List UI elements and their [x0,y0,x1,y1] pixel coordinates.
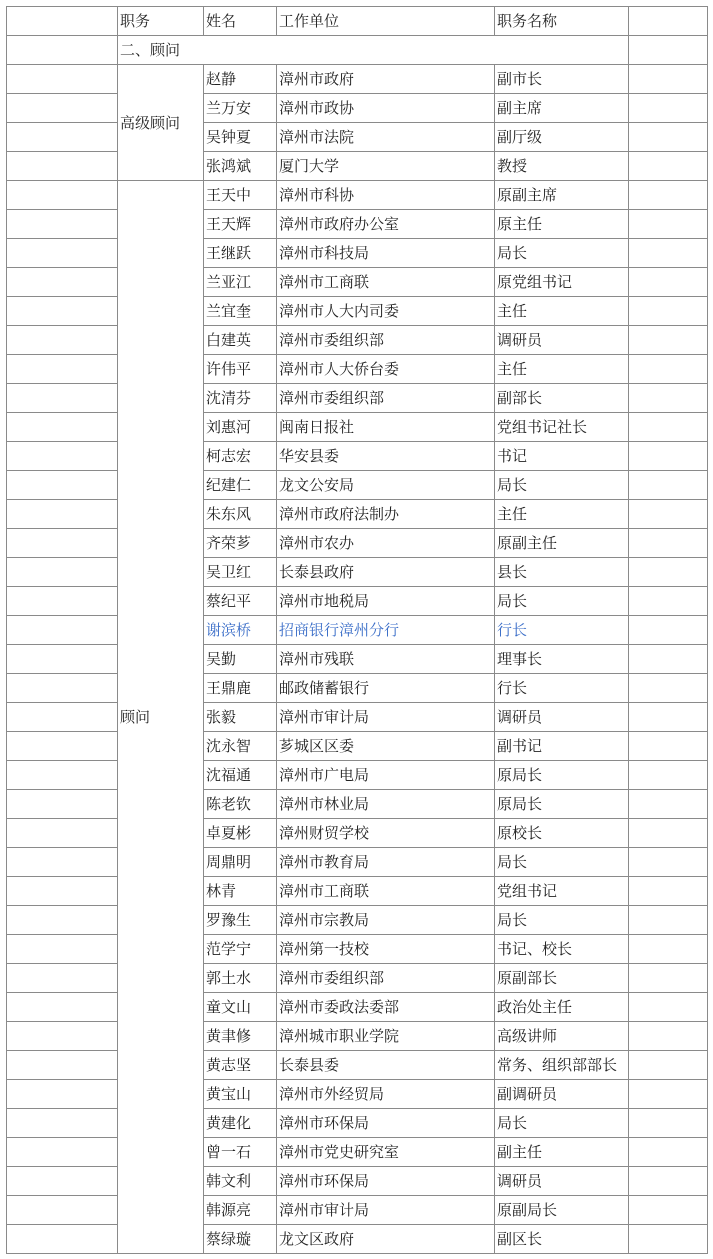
work-unit: 漳州市教育局 [277,848,495,877]
blank-cell [7,268,118,297]
blank-cell [629,181,708,210]
position-title: 副主席 [495,94,629,123]
person-name: 兰宜奎 [204,297,277,326]
blank-cell [7,94,118,123]
position-title: 局长 [495,906,629,935]
blank-cell [7,529,118,558]
blank-cell [629,442,708,471]
person-name: 王天中 [204,181,277,210]
table-row [7,326,708,355]
work-unit: 漳州市残联 [277,645,495,674]
blank-cell [629,616,708,645]
table-row [7,993,708,1022]
person-name: 周鼎明 [204,848,277,877]
work-unit: 漳州市委组织部 [277,326,495,355]
blank-cell [7,703,118,732]
blank-cell [629,152,708,181]
blank-cell [629,529,708,558]
blank-cell [629,558,708,587]
position-title: 副书记 [495,732,629,761]
table-row [7,181,708,210]
table-row [7,761,708,790]
blank-cell [629,819,708,848]
position-title: 政治处主任 [495,993,629,1022]
person-name: 陈老钦 [204,790,277,819]
work-unit: 漳州财贸学校 [277,819,495,848]
position-title: 局长 [495,1109,629,1138]
blank-cell [629,36,708,65]
person-name: 沈福通 [204,761,277,790]
position-title: 原党组书记 [495,268,629,297]
blank-cell [7,906,118,935]
table-row [7,210,708,239]
blank-cell [7,732,118,761]
position-title: 原主任 [495,210,629,239]
header-row [7,7,708,36]
blank-cell [7,761,118,790]
table-row [7,1051,708,1080]
work-unit: 漳州市党史研究室 [277,1138,495,1167]
blank-cell [629,732,708,761]
position-title: 局长 [495,587,629,616]
blank-cell [629,645,708,674]
work-unit: 漳州市审计局 [277,1196,495,1225]
person-name: 张鸿斌 [204,152,277,181]
blank-cell [7,993,118,1022]
blank-cell [7,326,118,355]
position-title: 常务、组织部部长 [495,1051,629,1080]
table-row [7,1225,708,1254]
table-row [7,1022,708,1051]
work-unit: 长泰县委 [277,1051,495,1080]
position-title: 原局长 [495,761,629,790]
blank-cell [629,7,708,36]
blank-cell [629,935,708,964]
blank-cell [629,906,708,935]
table-row [7,1109,708,1138]
person-name: 郭土水 [204,964,277,993]
work-unit: 漳州市工商联 [277,877,495,906]
blank-cell [629,761,708,790]
header-name: 姓名 [204,7,277,36]
blank-cell [7,1138,118,1167]
work-unit: 长泰县政府 [277,558,495,587]
blank-cell [7,1196,118,1225]
section-row [7,36,708,65]
table-row [7,1167,708,1196]
table-row [7,906,708,935]
position-title: 调研员 [495,1167,629,1196]
position-title: 党组书记 [495,877,629,906]
header-role: 职务 [118,7,204,36]
table-row [7,123,708,152]
work-unit: 漳州城市职业学院 [277,1022,495,1051]
work-unit: 华安县委 [277,442,495,471]
blank-cell [629,1196,708,1225]
position-title: 主任 [495,355,629,384]
table-row [7,413,708,442]
person-name: 朱东风 [204,500,277,529]
work-unit: 漳州市农办 [277,529,495,558]
table-row [7,1196,708,1225]
work-unit: 漳州市环保局 [277,1109,495,1138]
table-row [7,790,708,819]
blank-cell [7,877,118,906]
blank-cell [629,790,708,819]
blank-cell [7,123,118,152]
position-title: 原局长 [495,790,629,819]
table-row [7,529,708,558]
position-title: 调研员 [495,326,629,355]
table-row [7,674,708,703]
blank-cell [629,674,708,703]
work-unit: 漳州市科技局 [277,239,495,268]
work-unit: 厦门大学 [277,152,495,181]
blank-cell [629,1109,708,1138]
work-unit: 漳州市政府 [277,65,495,94]
blank-cell [629,268,708,297]
person-name: 白建英 [204,326,277,355]
blank-cell [7,1225,118,1254]
blank-cell [629,1138,708,1167]
position-title: 书记 [495,442,629,471]
position-title: 原副部长 [495,964,629,993]
work-unit: 龙文区政府 [277,1225,495,1254]
work-unit: 漳州市林业局 [277,790,495,819]
work-unit: 漳州市人大侨台委 [277,355,495,384]
blank-cell [7,558,118,587]
person-name: 刘惠河 [204,413,277,442]
person-name: 童文山 [204,993,277,1022]
person-name: 谢滨桥 [204,616,277,645]
table-row [7,848,708,877]
blank-cell [7,297,118,326]
person-name: 吴钟夏 [204,123,277,152]
position-title: 副厅级 [495,123,629,152]
work-unit: 漳州市审计局 [277,703,495,732]
table-row [7,355,708,384]
person-name: 韩文利 [204,1167,277,1196]
table-row [7,94,708,123]
table-row [7,65,708,94]
person-name: 林青 [204,877,277,906]
position-title: 原副局长 [495,1196,629,1225]
blank-cell [629,1225,708,1254]
position-title: 副部长 [495,384,629,413]
blank-cell [7,1167,118,1196]
blank-cell [629,587,708,616]
work-unit: 漳州市政府办公室 [277,210,495,239]
work-unit: 漳州市政府法制办 [277,500,495,529]
work-unit: 漳州市政协 [277,94,495,123]
blank-cell [629,877,708,906]
table-row [7,297,708,326]
blank-cell [7,964,118,993]
table-row [7,239,708,268]
table-row [7,819,708,848]
table-row [7,442,708,471]
person-name: 黄建化 [204,1109,277,1138]
blank-cell [7,674,118,703]
blank-cell [7,442,118,471]
blank-cell [7,65,118,94]
blank-cell [629,848,708,877]
blank-cell [629,1051,708,1080]
blank-cell [629,500,708,529]
position-title: 教授 [495,152,629,181]
blank-cell [7,935,118,964]
position-title: 局长 [495,239,629,268]
blank-cell [7,1022,118,1051]
blank-cell [7,1109,118,1138]
blank-cell [629,993,708,1022]
work-unit: 漳州市环保局 [277,1167,495,1196]
blank-cell [629,123,708,152]
blank-cell [629,326,708,355]
position-title: 行长 [495,616,629,645]
work-unit: 漳州市法院 [277,123,495,152]
position-title: 理事长 [495,645,629,674]
table-row [7,587,708,616]
blank-cell [7,152,118,181]
header-title: 职务名称 [495,7,629,36]
work-unit: 漳州市地税局 [277,587,495,616]
person-name: 韩源亮 [204,1196,277,1225]
work-unit: 漳州市委组织部 [277,964,495,993]
blank-cell [7,500,118,529]
table-row [7,471,708,500]
work-unit: 漳州市宗教局 [277,906,495,935]
person-name: 曾一石 [204,1138,277,1167]
position-title: 原校长 [495,819,629,848]
table-row [7,500,708,529]
person-name: 柯志宏 [204,442,277,471]
work-unit: 漳州市人大内司委 [277,297,495,326]
blank-cell [7,210,118,239]
person-name: 纪建仁 [204,471,277,500]
person-name: 兰万安 [204,94,277,123]
work-unit: 招商银行漳州分行 [277,616,495,645]
person-name: 王天辉 [204,210,277,239]
position-title: 调研员 [495,703,629,732]
position-title: 副市长 [495,65,629,94]
work-unit: 漳州市广电局 [277,761,495,790]
blank-cell [7,848,118,877]
person-name: 黄宝山 [204,1080,277,1109]
position-title: 副主任 [495,1138,629,1167]
work-unit: 龙文公安局 [277,471,495,500]
position-title: 县长 [495,558,629,587]
table-row [7,1138,708,1167]
work-unit: 闽南日报社 [277,413,495,442]
person-name: 沈清芬 [204,384,277,413]
table-row [7,268,708,297]
blank-cell [7,384,118,413]
table-row [7,877,708,906]
blank-cell [7,790,118,819]
position-title: 副调研员 [495,1080,629,1109]
blank-cell [7,355,118,384]
table-row [7,558,708,587]
person-name: 卓夏彬 [204,819,277,848]
position-title: 局长 [495,471,629,500]
work-unit: 漳州市外经贸局 [277,1080,495,1109]
blank-cell [7,616,118,645]
blank-cell [7,181,118,210]
work-unit: 邮政储蓄银行 [277,674,495,703]
group-role: 顾问 [118,181,204,1254]
person-name: 范学宁 [204,935,277,964]
blank-cell [7,239,118,268]
blank-cell [629,384,708,413]
person-name: 罗豫生 [204,906,277,935]
roster-table [6,6,708,1254]
person-name: 兰亚江 [204,268,277,297]
blank-cell [629,471,708,500]
position-title: 副区长 [495,1225,629,1254]
position-title: 局长 [495,848,629,877]
person-name: 赵静 [204,65,277,94]
blank-cell [629,239,708,268]
blank-cell [7,7,118,36]
blank-cell [7,587,118,616]
blank-cell [629,1080,708,1109]
blank-cell [629,964,708,993]
position-title: 高级讲师 [495,1022,629,1051]
table-row [7,616,708,645]
table-row [7,703,708,732]
blank-cell [629,413,708,442]
person-name: 王鼎鹿 [204,674,277,703]
person-name: 吴卫红 [204,558,277,587]
person-name: 黄志坚 [204,1051,277,1080]
blank-cell [629,1022,708,1051]
table-row [7,732,708,761]
group-role: 高级顾问 [118,65,204,181]
section-title: 二、顾问 [118,36,629,65]
position-title: 书记、校长 [495,935,629,964]
position-title: 党组书记社长 [495,413,629,442]
person-name: 王继跃 [204,239,277,268]
blank-cell [7,645,118,674]
person-name: 张毅 [204,703,277,732]
position-title: 主任 [495,500,629,529]
position-title: 主任 [495,297,629,326]
person-name: 齐荣芗 [204,529,277,558]
blank-cell [629,1167,708,1196]
table-row [7,152,708,181]
blank-cell [629,94,708,123]
blank-cell [7,471,118,500]
table-row [7,935,708,964]
blank-cell [629,703,708,732]
person-name: 黄聿修 [204,1022,277,1051]
person-name: 吴勤 [204,645,277,674]
table-row [7,964,708,993]
table-row [7,384,708,413]
blank-cell [629,210,708,239]
position-title: 原副主任 [495,529,629,558]
person-name: 蔡绿璇 [204,1225,277,1254]
table-row [7,645,708,674]
blank-cell [7,36,118,65]
person-name: 许伟平 [204,355,277,384]
table-row [7,1080,708,1109]
blank-cell [7,413,118,442]
work-unit: 漳州市科协 [277,181,495,210]
blank-cell [7,819,118,848]
work-unit: 漳州市工商联 [277,268,495,297]
work-unit: 漳州市委政法委部 [277,993,495,1022]
blank-cell [629,355,708,384]
work-unit: 漳州市委组织部 [277,384,495,413]
person-name: 沈永智 [204,732,277,761]
blank-cell [7,1080,118,1109]
blank-cell [629,65,708,94]
work-unit: 漳州第一技校 [277,935,495,964]
blank-cell [629,297,708,326]
blank-cell [7,1051,118,1080]
header-unit: 工作单位 [277,7,495,36]
person-name: 蔡纪平 [204,587,277,616]
work-unit: 芗城区区委 [277,732,495,761]
position-title: 行长 [495,674,629,703]
position-title: 原副主席 [495,181,629,210]
